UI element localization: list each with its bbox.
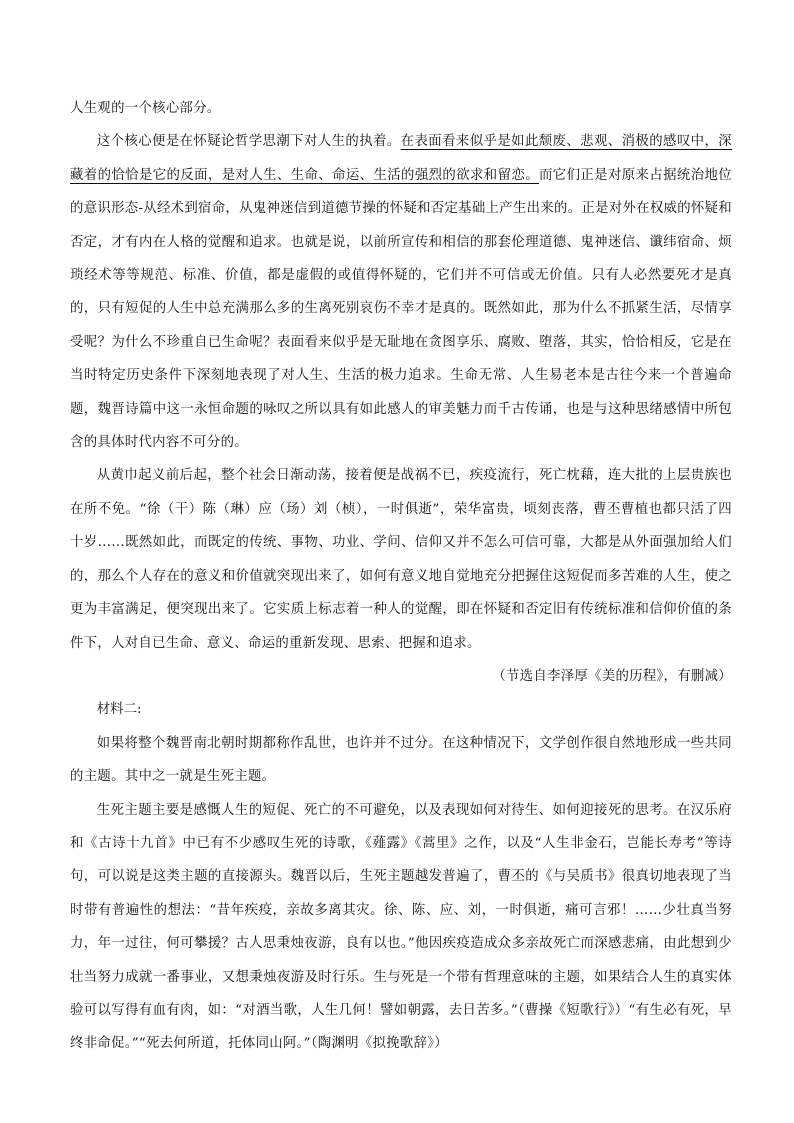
source-citation: （节选自李泽厚《美的历程》，有删减） [492,668,732,684]
paragraph-life-death-theme: 生死主题主要是感慨人生的短促、死亡的不可避免，以及表现如何对待生、如何迎接死的思考。在汉乐府和《古诗十九首》中已有不少感叹生死的诗歌，《薤露》《蒿里》之作，以及“人生非金石，岂能长寿考”等诗句，可以说是这类主题的直接源头。魏晋以后，生死主题越发普遍了，曹丕的《与吴质书》很真切地表现了当时带有普遍性的想法：“昔年疾疫，亲故多离其灾。徐、陈、应、刘，一时俱逝，痛可言邪！……少壮真当努力，年一过往，何可攀援？古人思秉烛夜游，良有以也。”他因疾疫造成众多亲故死亡而深感悲痛，由此想到少壮当努力成就一番事业，又想秉烛夜游及时行乐。生与死是一个带有哲理意味的主题，如果结合人生的真实体验可以写得有血有肉，如：“对酒当歌，人生几何！譬如朝露，去日苦多。”（曹操《短歌行》）“有生必有死，早终非命促。”“死去何所道，托体同山阿。”（陶渊明《拟挽歌辞》） [70,802,732,1052]
core-continuation: 而它们正是对原来占据统治地位的意识形态-从经术到宿命，从鬼神迷信到道德节操的怀疑和否定基础上产生出来的。正是对外在权威的怀疑和否定，才有内在人格的觉醒和追求。也就是说，以前所宣传和相信的那套伦理道德、鬼神迷信、谶纬宿命、烦琐经术等等规范、标准、价值，都是虚假的或值得怀疑的，它们并不可信或无价值。只有人必然要死才是真的，只有短促的人生中总充满那么多的生离死别哀伤不幸才是真的。既然如此，那为什么不抓紧生活，尽情享受呢？为什么不珍重自已生命呢？表面看来似乎是无耻地在贪图享乐、腐败、堕落，其实，恰恰相反，它是在当时特定历史条件下深刻地表现了对人生、生活的极力追求。生命无常、人生易老本是古往今来一个普遍命题，魏晋诗篇中这一永恒命题的咏叹之所以具有如此感人的审美魅力而千古传诵，也是与这种思绪感情中所包含的具体时代内容不可分的。 [70,167,732,451]
core-sentence: 这个核心便是在怀疑论哲学思潮下对人生的执着。 [96,134,401,150]
paragraph-chaotic-era: 如果将整个魏晋南北朝时期都称作乱世，也许并不过分。在这种情况下，文学创作很自然地形成一些共同的主题。其中之一就是生死主题。 [70,735,732,785]
paragraph-core [70,125,732,459]
underlined-sentence: 在表面看来似乎是如此颓废、悲观、消极的感叹中，深藏着的恰恰是它的反面，是对人生、生命、命运、生活的强烈的欲求和留恋。 [70,134,732,183]
paragraph-yellow-turban: 从黄巾起义前后起，整个社会日渐动荡，接着便是战祸不已，疾疫流行，死亡枕藉，连大批的上层贵族也在所不免。“徐（干）陈（琳）应（玚）刘（桢），一时俱逝”，荣华富贵，顷刻丧落，曹丕曹植也都只活了四十岁……既然如此，而既定的传统、事物、功业、学问、信仰又并不怎么可信可靠，大都是从外面强加给人们的，那么个人存在的意义和价值就突现出来了，如何有意义地自觉地充分把握住这短促而多苦难的人生，使之更为丰富满足，便突现出来了。它实质上标志着一种人的觉醒，即在怀疑和否定旧有传统标准和信仰价值的条件下，人对自已生命、意义、命运的重新发现、思索、把握和追求。 [70,468,732,651]
document-page [70,92,732,1061]
material-two-heading: 材料二: [96,702,142,718]
paragraph-opening: 人生观的一个核心部分。 [70,101,221,116]
